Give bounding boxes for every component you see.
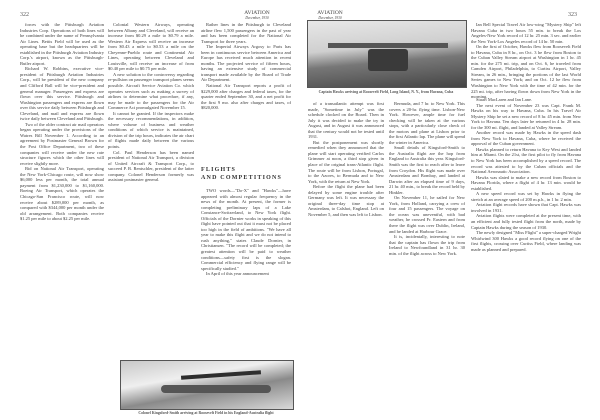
paragraph: Hawks planned to return Havana to Key West and landed him at Miami. On the 21st, the first pilot to fly from Havana to New York has been accomplished by a speed record. The record was attested to by the Cuban officials and the National Aeronautic Association.	[471, 146, 581, 175]
left-column-1	[20, 22, 104, 412]
right-column-1	[308, 101, 384, 413]
paragraph: It is, incidentally, interesting to note that the captain has flown the trip from Ireland to Newfoundland in 31 hr. 30 min. of the flight across to New York.	[389, 234, 465, 256]
paragraph: TWO words—"Do-X" and "Hawks"—have appeared with almost regular frequency in the news of the month. At present, the former is completing preliminary laps of a Lake Constance-Switzerland, to New York flight. Officials of the Dornier works in speaking of this flight have pointed out that it must not be placed too high in the field of ambitions. "We have all year to make this flight and we do not intend to rush anything," states Claude Dornier, in Christiansen. "The record will be completed; the greatest attention will be paid to weather conditions—safety first is the slogan. Commercial efficiency and flying range will be specifically studied."	[201, 188, 291, 271]
right-column-3	[471, 97, 581, 413]
paragraph: Stuart MacLaren and Ian Lane.	[476, 97, 533, 102]
heading-line-1: FLIGHTS	[201, 167, 237, 173]
running-head-date: December, 1930	[245, 16, 269, 20]
paragraph: The newly designed "Miss Flight" a super-charged Wright Whirlwind 300 Hawks a good record flying on one of the first flights, crossing over Curtiss Field, where landing was made as planned and prepared.	[471, 230, 581, 252]
paragraph: It cannot be granted. If the inspectors make the necessary recommendations, in addition, where volume of business and weather conditions of which service is maintained, division of the trip hours, indicates the air chart of flights made daily between the various points.	[108, 110, 194, 150]
photo-caption-left: Colonel Kingsford-Smith arriving at Roosevelt Field in his England-Australia flight	[138, 411, 274, 415]
paragraph: Colonial Western Airways, operating between Albany and Cleveland, will receive an increase from $0.29 a mile to $0.79 a mile. Western Air Express will receive an increase from $0.43 a mile to $0.53 a mile on the Cheyenne-Pueblo route and Continental Air Lines, operating between Cleveland and Louisville, will receive an increase of from $0.40 per mile to $0.75 per mile.	[108, 22, 194, 72]
left-column-2	[108, 22, 194, 357]
paragraph: Another record was made by Hawks in the speed dash from New York to Havana, Cuba, where he received the approval of the Cuban government.	[471, 130, 581, 147]
paragraph: Bid on National Air Transport, operating the New York-Chicago route, will now show $6,000 less per month, the total annual payment from $1,230,000 to $1,160,000. Boeing Air Transport, which operates the Chicago-San Francisco route, will now receive about $289,000 per month, as compared with $344,000 per month under the old arrangement. Both companies receive $1.25 per mile to about $2.25 per mile.	[20, 166, 104, 222]
running-head-title: AVIATION	[244, 10, 270, 16]
paragraph: Before the flight the plane had been delayed by some engine trouble after Germany was left. It was necessary the original three-day time stop at Amsterdam, to Calshot, England. Left on November 5, and then was left to Lisbon.	[308, 184, 384, 217]
left-column-3	[201, 22, 291, 162]
paragraph: Two of the older contract air mail operators began operating under the provisions of the Watres Bill November 1. According to an agreement by Postmaster General Brown for the Post Office Department, two of these companies will receive under the new rate structure figures which the other lines will receive slightly more.	[20, 121, 104, 166]
paragraph: Col. Paul Henderson has been named president of National Air Transport, a division of United Aircraft & Transport Corp., to succeed P. B. Rentschler, president of the latter company. Colonel Henderson formerly was assistant postmaster general.	[108, 149, 194, 183]
photo-caption-right: Captain Hawks arriving at Roosevelt Field, Long Island, N. Y., from Havana, Cuba	[318, 90, 454, 94]
running-head-left	[227, 11, 287, 21]
right-column-2	[389, 101, 465, 413]
paragraph: In April of this year announcement	[206, 271, 269, 277]
paragraph: forces with the Pittsburgh Aviation Industries Corp. Operations of both lines will be combined under the name of Pennsylvania Air Lines. Bettis Field will be used as the operating base but the headquarters will be established in the Pittsburgh Aviation Industry Corp.'s airport, known as the Pittsburgh-Butler airport.	[20, 22, 104, 66]
heading-line-2: AND COMPETITIONS	[201, 175, 283, 181]
paragraph: Aviation flight records have shown that Capt. Hawks was involved in 1931.	[471, 202, 581, 213]
paragraph: Ian Bell Special Travel Air low-wing "Mystery Ship" left Havana Cuba in two hours 55 min. to break the Los Angeles-New York record of 12 hr. 25 min. 3 sec. and earlier the New York-Los Angeles record of 14 hr. 50 min.	[471, 22, 581, 44]
paragraph: The next event of November 23 was Capt. Frank M. Hawks on his way to Havana, Cuba. In his Travel Air Mystery Ship he set a new record of 8 hr. 45 min. from New York to Havana. Ten days later he returned in 4 hr. 28 min. for the 300 mi. flight, and landed at Valley Stream.	[471, 102, 581, 130]
running-head-title: AVIATION	[317, 10, 343, 16]
page-number-left: 322	[20, 12, 29, 18]
paragraph: A new speed record was set by Hawks in flying the stretch at an average speed of 200 m.p.h., in 1 hr. 2 min.	[471, 191, 581, 202]
paragraph: A new solution to the controversy regarding re-pullsion on passenger transport planes seems possible. Aircraft Service Aviation Co. which operates services such as making a survey of airlines to determine what procedure, if any, may be made to the passengers for the Air Commerce Act promulgated November 15.	[108, 71, 194, 111]
paragraph: of a transatlantic attempt was first made, "Sometime in July" was the schedule clocked on the Board. Then in July it was decided to make the try in August, and in August it was announced that the century would not be tested until 1931.	[308, 101, 384, 140]
paragraph: The Imperial Airways Argosy to Paris has been in continuous service between America and Europe has received much attention in recent months. The projected service of fifteen hours, having an extensive study of commercial transport made available by the Board of Trade Air Department.	[201, 44, 291, 83]
plane-fuselage-shape	[161, 385, 271, 393]
paragraph: Hawks was slated to make a new record from Boston to Havana Florida, where a flight of 4 hr. 13 min. would be established.	[471, 174, 581, 191]
paragraph: Richard W. Robbins, executive vice-president of Pittsburgh Aviation Industries Corp., will be president of the new company and Clifford Ball will be vice-president and general manager. Passengers and express are flown over this service. Pittsburgh and Washington passengers and express are flown over this service daily between Pittsburgh and Cleveland, and mail and express are flown twice daily between Cleveland and Pittsburgh.	[20, 66, 104, 122]
photo-kingsford-smith	[120, 360, 294, 410]
left-column-3-article	[201, 188, 291, 356]
paragraph: Aviation flights were completed at the present time, with an efficient and fully tested flight from the north, made by Captain Hawks during the season of 1930.	[471, 213, 581, 230]
paragraph: National Air Transport reports a profit of $229,000 after charges and federal taxes, for the quarter ended September 30, and a net profit for the first 9 mo. also after charges and taxes, of $820,000.	[201, 83, 291, 111]
plane-wing-shape	[328, 43, 448, 48]
section-heading	[201, 166, 293, 182]
page-number-right: 323	[568, 12, 577, 18]
paragraph: On November 11, he sailed for New York, from Holland, carrying a crew of four and 15 passengers. The voyage on the ocean was uneventful, with bad weather, he crossed Fr. Eastern and from there the flight was over Dublin, Ireland, and he landed at Harbour Grace.	[389, 195, 465, 234]
paragraph: Bermuda, and 7 hr. to New York. This covers a 20-hr. flying time. Lisbon-New York. However, ample time for fuel checking will be taken at the various stops, with a particularly close check of the motors and plane at Lisbon prior to the first Atlantic lap. The plane will spend the winter in America.	[389, 101, 465, 145]
plane-wing-shape	[181, 370, 261, 380]
paragraph: But the postponement was shortly remedied when they announced that the plane will start operating verified Carlos Grimmer at noon, a third stop given in place of the original trans-Atlantic flight. The route will be from Lisbon, Portugal, to the Azores, to Bermuda and to New York, with the return at New York.	[308, 139, 384, 184]
running-head-date: December, 1930	[318, 16, 342, 20]
photo-captain-hawks	[307, 20, 467, 88]
plane-body-shape	[368, 49, 408, 71]
paragraph: Small details of Kingsford-Smith to the Australia flight are the hop from England to Australia this year. Kingsford-Smith was the first to reach after to leave from Croydon. His flight was made over Amsterdam and Bombay, and landed at Darwin after an elapsed time of 9 days, 21 hr. 40 min., to break the record held by Hinkler.	[389, 145, 465, 195]
paragraph: Rather lines in the Pittsburgh to Cleveland airline flew 1,500 passengers in the past of year and has been completed for the National Air Transport for three years.	[201, 22, 291, 44]
paragraph: On the first of October, Hawks flew from Roosevelt Field to Havana, Cuba in 8 hr., on Oct. 3 he flew from Boston to the Cuban Valley Stream airport at Washington in 1 hr. 45 min. for the 275 mi. trip, and on Oct. 6, he traveled from Camden Airport, Philadelphia, to Curtiss Airport, Valley Stream, in 26 min., bringing the portions of the last World Series games to New York; and on Oct. 12 he flew from Washington to New York with the time of 42 min. for the 225 mi. trip, after having flown down from New York in the morning.	[471, 44, 581, 100]
